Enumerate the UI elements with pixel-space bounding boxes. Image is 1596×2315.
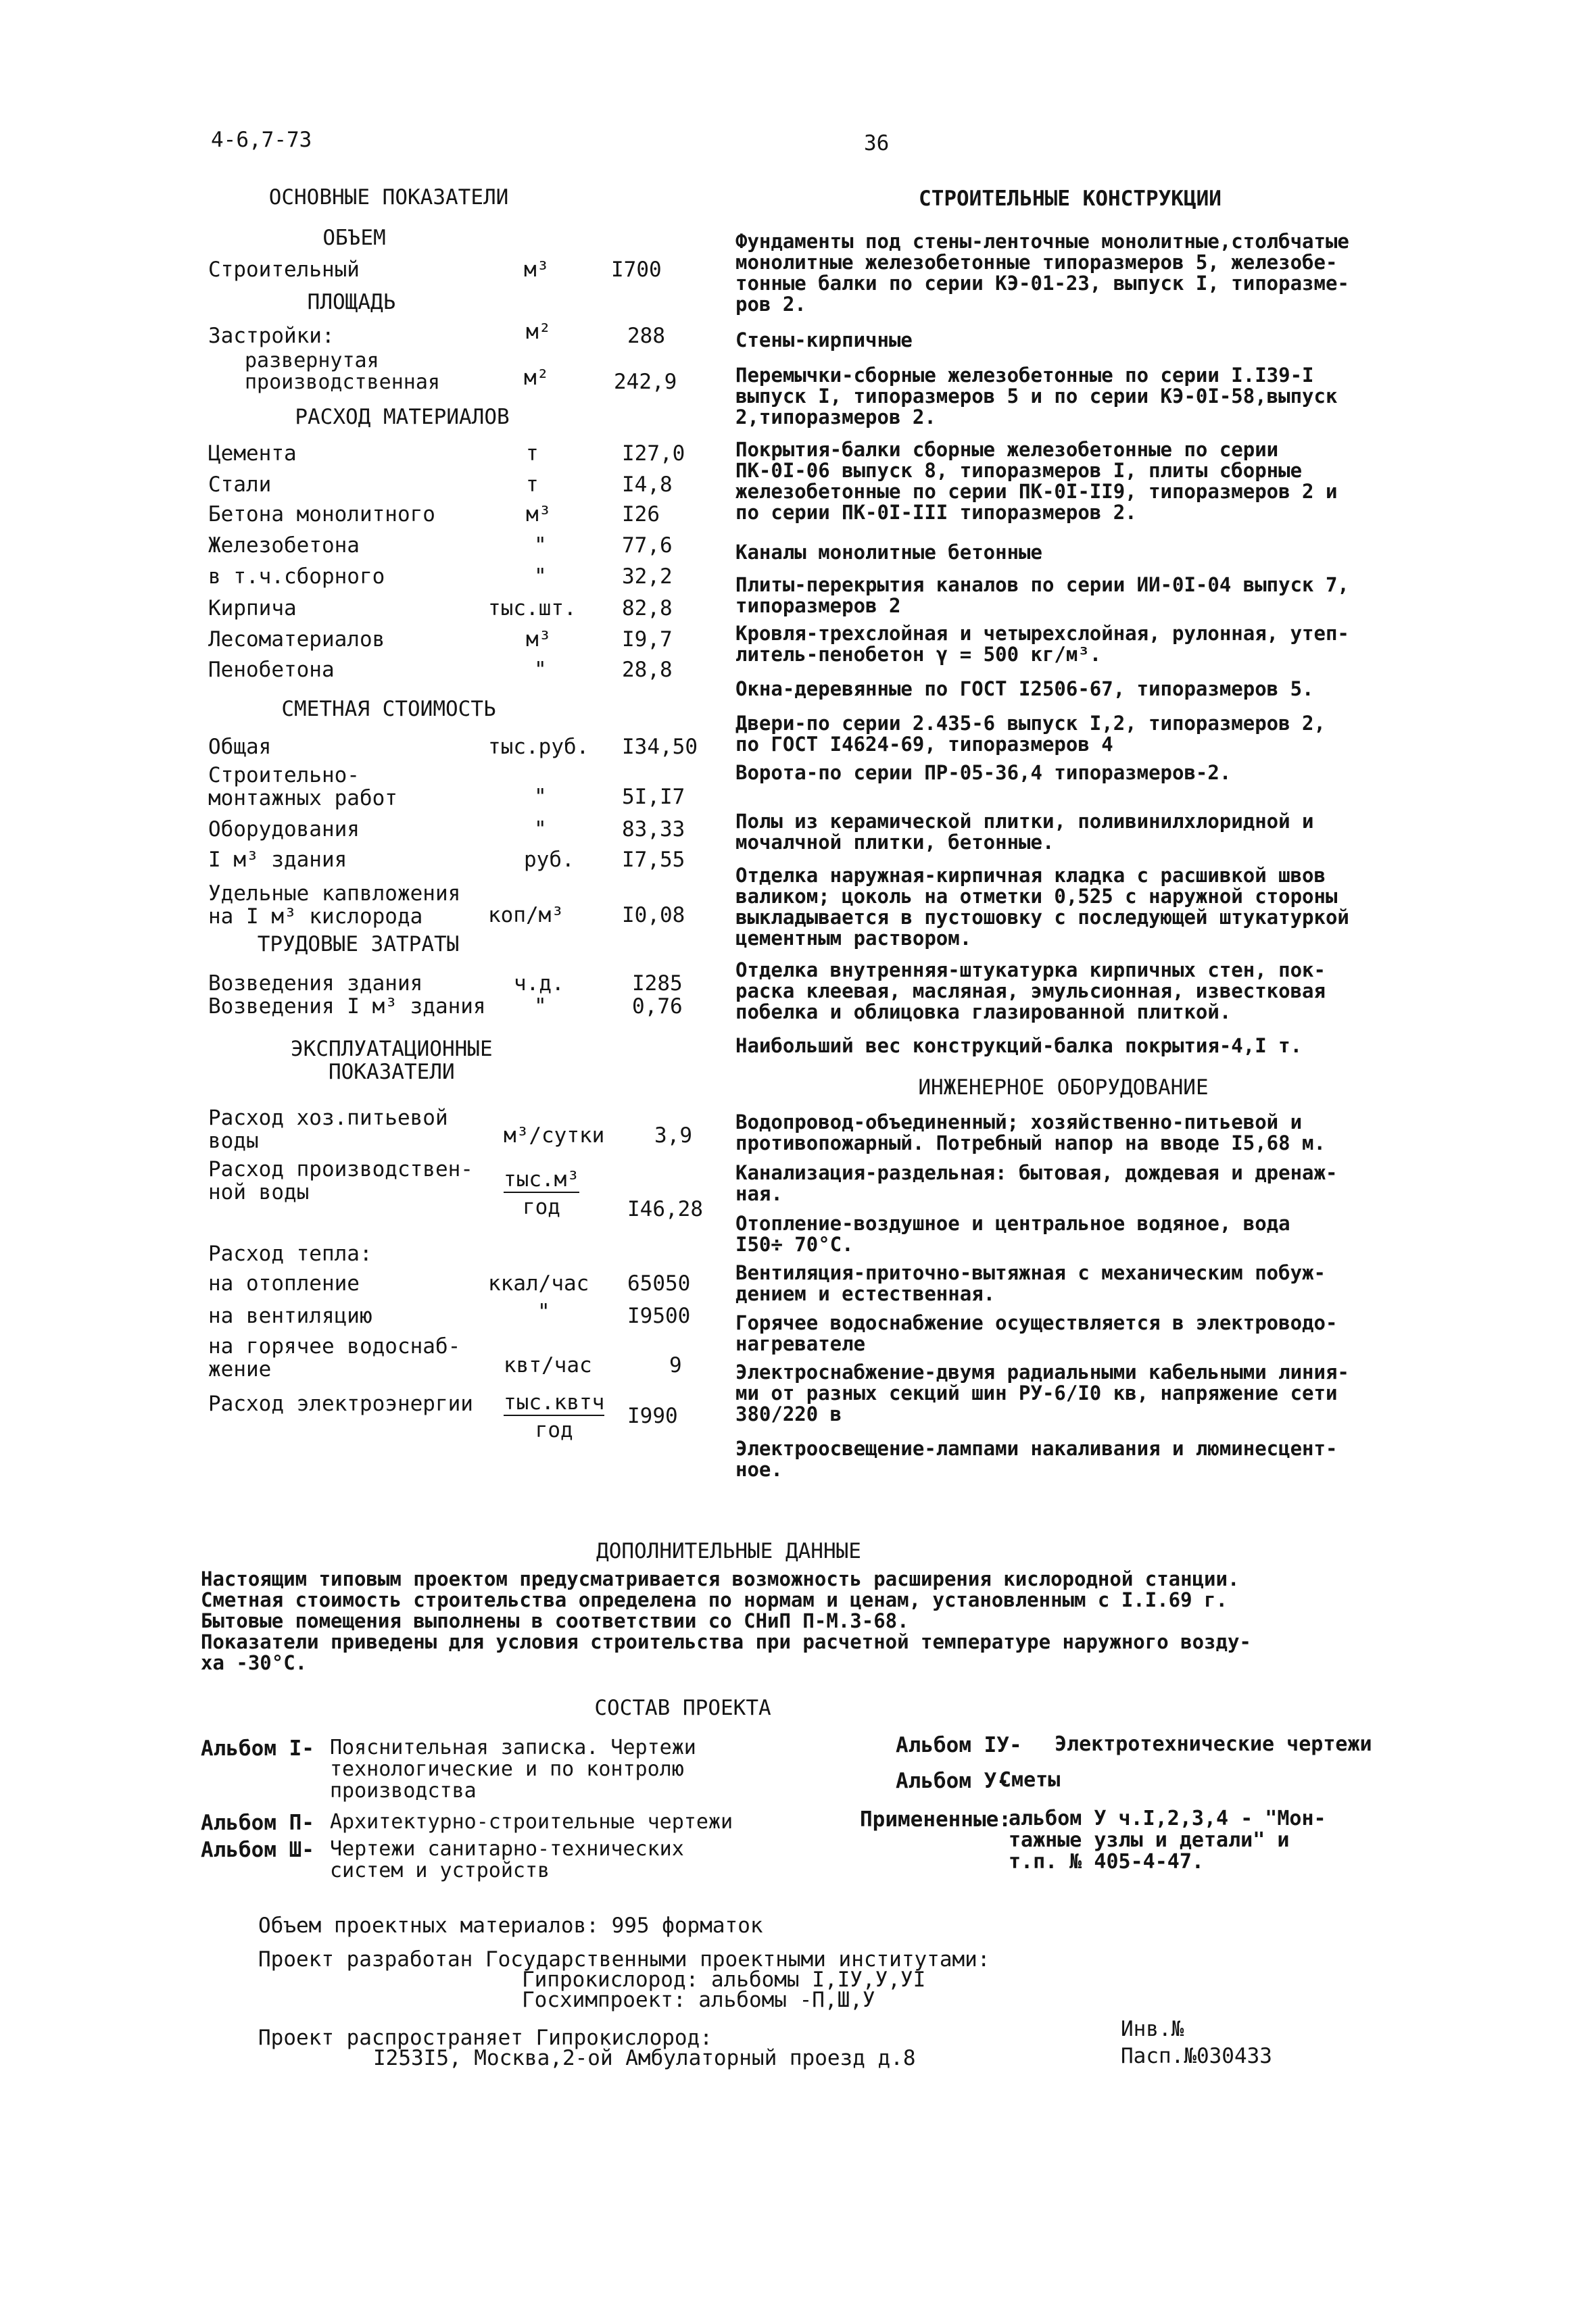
construction-item: Отделка внутренняя-штукатурка кирпичных стен, пок- раска клеевая, масляная, эмульсионная, известковая побелка и облицовка глазированной плиткой. — [735, 958, 1326, 1023]
production-water-value: I46,28 — [627, 1197, 703, 1221]
developed-by-line2: Гипрокислород: альбомы I,IУ,У,УI — [522, 1968, 926, 1992]
hot-water-value: 9 — [669, 1353, 682, 1378]
labor-unit: ч.д. — [514, 971, 564, 996]
heating-value: 65050 — [627, 1271, 691, 1296]
cost-label: Оборудования — [208, 817, 360, 842]
engineering-item: Водопровод-объединенный; хозяйственно-питьевой и противопожарный. Потребный напор на вводе I5,68 м. — [735, 1111, 1326, 1154]
cost-value: I34,50 — [622, 735, 698, 759]
composition-title: СОСТАВ ПРОЕКТА — [594, 1696, 771, 1720]
ventilation-label: на вентиляцию — [208, 1304, 372, 1328]
labor-label: Возведения I м³ здания — [208, 994, 486, 1019]
passport-number: Пасп.№030433 — [1121, 2044, 1272, 2068]
engineering-item: Вентиляция-приточно-вытяжная с механическим побуж- дением и естественная. — [735, 1261, 1326, 1305]
material-label: Железобетона — [208, 533, 360, 558]
construction-item: Двери-по серии 2.435-6 выпуск I,2, типоразмеров 2, по ГОСТ I4624-69, типоразмеров 4 — [735, 712, 1326, 756]
drinking-water-value: 3,9 — [654, 1123, 692, 1148]
album-label: Альбом П- — [201, 1811, 314, 1835]
distributed-by-line2: I253I5, Москва,2-ой Амбулаторный проезд д.8 — [373, 2046, 916, 2070]
album-description: Электротехнические чертежи — [1055, 1732, 1372, 1756]
construction-item: Покрытия-балки сборные железобетонные по серии ПК-0I-06 выпуск 8, типоразмеров I, плиты сборные железобетонные по серии ПК-0I-II9, типоразмеров 2 и по серии ПК-0I-III типоразмеров 2. — [735, 438, 1338, 524]
material-unit: м³ — [526, 627, 552, 652]
page-number: 36 — [864, 131, 890, 155]
construction-item: Стены-кирпичные — [735, 328, 913, 351]
power-value: I990 — [627, 1404, 678, 1428]
production-water-unit — [504, 1168, 579, 1219]
built-area-unit: м² — [526, 320, 552, 344]
ventilation-unit: " — [537, 1300, 550, 1324]
construction-item: Плиты-перекрытия каналов по серии ИИ-0I-04 выпуск 7, типоразмеров 2 — [735, 573, 1349, 617]
material-unit: м³ — [526, 502, 552, 527]
labor-value: 0,76 — [632, 994, 683, 1019]
document-code: 4-6,7-73 — [211, 128, 312, 152]
inventory-number: Инв.№ — [1121, 2017, 1184, 2041]
materials-heading: РАСХОД МАТЕРИАЛОВ — [295, 405, 510, 429]
additional-text: Настоящим типовым проектом предусматривается возможность расширения кислородной станции. Сметная стоимость строительства определена по нормам и ценам, установленным с I.I.69 г. Бытовые помещения выполнены в соответствии со СНиП П-М.3-68. Показатели приведены для условия строительства при расчетной температуре наружного возду- ха -30°С. — [201, 1567, 1251, 1674]
power-label: Расход электроэнергии — [208, 1392, 473, 1416]
ventilation-value: I9500 — [627, 1304, 691, 1328]
album-description: Чертежи санитарно-технических систем и устройств — [330, 1837, 684, 1882]
material-unit: " — [534, 658, 547, 682]
construction-item: Окна-деревянные по ГОСТ I2506-67, типоразмеров 5. — [735, 677, 1314, 700]
operation-heading: ЭКСПЛУАТАЦИОННЫЕ ПОКАЗАТЕЛИ — [291, 1037, 493, 1084]
drinking-water-label: Расход хоз.питьевой воды — [208, 1106, 448, 1153]
cost-label: Удельные капвложения на I м³ кислорода — [208, 881, 461, 929]
area-heading: ПЛОЩАДЬ — [307, 290, 396, 314]
power-unit-numerator: тыс.квтч — [504, 1390, 605, 1415]
material-label: Кирпича — [208, 596, 297, 620]
material-unit: " — [534, 564, 547, 589]
built-area-value: 288 — [627, 324, 665, 348]
album-description: Архитектурно-строительные чертежи — [330, 1810, 733, 1834]
material-label: Цемента — [208, 441, 297, 466]
material-value: 32,2 — [622, 564, 673, 589]
cost-value: I7,55 — [622, 848, 685, 872]
album-label: Альбом У- — [896, 1769, 1009, 1793]
labor-unit: " — [534, 994, 547, 1019]
heating-unit: ккал/час — [488, 1271, 589, 1296]
cost-unit: " — [534, 817, 547, 842]
volume-of-materials: Объем проектных материалов: 995 форматок — [258, 1914, 763, 1938]
material-unit: тыс.шт. — [488, 596, 577, 620]
cost-value: 5I,I7 — [622, 785, 685, 809]
engineering-item: Горячее водоснабжение осуществляется в электроводо- нагревателе — [735, 1311, 1338, 1355]
distributed-by-line1: Проект распространяет Гипрокислород: — [258, 2026, 712, 2050]
album-description: Сметы — [999, 1768, 1061, 1792]
construction-item: Фундаменты под стены-ленточные монолитные,столбчатые монолитные железобетонные типоразмеров 5, железобе- тонные балки по серии КЭ-01-23, выпуск I, типоразме- ров 2. — [735, 230, 1349, 316]
cost-unit: коп/м³ — [488, 903, 564, 927]
material-value: 77,6 — [622, 533, 673, 558]
main-indicators-title: ОСНОВНЫЕ ПОКАЗАТЕЛИ — [268, 185, 509, 210]
material-value: 28,8 — [622, 658, 673, 682]
album-label: Альбом I- — [201, 1736, 314, 1761]
material-label: в т.ч.сборного — [208, 564, 385, 589]
material-label: Бетона монолитного — [208, 502, 435, 527]
additional-title: ДОПОЛНИТЕЛЬНЫЕ ДАННЫЕ — [596, 1539, 861, 1563]
cost-label: I м³ здания — [208, 848, 347, 872]
hot-water-label: на горячее водоснаб- жение — [208, 1334, 461, 1382]
volume-value: I700 — [611, 258, 662, 282]
construction-item: Каналы монолитные бетонные — [735, 541, 1042, 564]
hot-water-unit: квт/час — [504, 1353, 592, 1378]
constructions-title: СТРОИТЕЛЬНЫЕ КОНСТРУКЦИИ — [919, 187, 1222, 211]
construction-item: Перемычки-сборные железобетонные по серии I.I39-I выпуск I, типоразмеров 5 и по серии КЭ-0I-58,выпуск 2,типоразмеров 2. — [735, 364, 1338, 429]
material-value: I26 — [622, 502, 660, 527]
cost-label: Строительно- монтажных работ — [208, 763, 397, 810]
material-label: Пенобетона — [208, 658, 335, 682]
engineering-item: Электроснабжение-двумя радиальными кабельными линия- ми от разных секций шин РУ-6/I0 кв, напряжение сети 380/220 в — [735, 1361, 1349, 1425]
album-description: Пояснительная записка. Чертежи технологические и по контролю производства — [330, 1736, 696, 1803]
labor-heading: ТРУДОВЫЕ ЗАТРАТЫ — [257, 932, 460, 956]
production-area-label: развернутая производственная — [245, 349, 440, 394]
production-water-unit-denominator: год — [522, 1195, 560, 1219]
built-area-label: Застройки: — [208, 324, 335, 348]
construction-item: Наибольший вес конструкций-балка покрытия-4,I т. — [735, 1034, 1303, 1057]
volume-unit: м³ — [524, 258, 550, 282]
construction-item: Полы из керамической плитки, поливинилхлоридной и мочалчной плитки, бетонные. — [735, 810, 1314, 854]
material-unit: т — [526, 441, 539, 466]
volume-label: Строительный — [208, 258, 360, 282]
cost-value: 83,33 — [622, 817, 685, 842]
material-value: I27,0 — [622, 441, 685, 466]
album-label: Альбом Ш- — [201, 1838, 314, 1862]
heating-label: на отопление — [208, 1271, 360, 1296]
labor-value: I285 — [632, 971, 683, 996]
cost-value: I0,08 — [622, 903, 685, 927]
cost-unit: тыс.руб. — [488, 735, 589, 759]
production-water-unit-numerator: тыс.м³ — [504, 1167, 579, 1192]
cost-label: Общая — [208, 735, 272, 759]
material-unit: " — [534, 533, 547, 558]
material-label: Лесоматериалов — [208, 627, 385, 652]
album-description: альбом У ч.I,2,3,4 - "Мон- тажные узлы и детали" и т.п. № 405-4-47. — [1009, 1807, 1326, 1874]
developed-by-line1: Проект разработан Государственными проектными институтами: — [258, 1947, 990, 1972]
material-unit: т — [526, 472, 539, 497]
construction-item: Ворота-по серии ПР-05-36,4 типоразмеров-2. — [735, 761, 1232, 784]
engineering-title: ИНЖЕНЕРНОЕ ОБОРУДОВАНИЕ — [918, 1075, 1209, 1100]
album-label: Примененные: — [860, 1807, 1011, 1832]
power-unit-denominator: год — [535, 1418, 573, 1442]
drinking-water-unit: м³/сутки — [504, 1123, 605, 1148]
engineering-item: Электроосвещение-лампами накаливания и люминесцент- ное. — [735, 1437, 1338, 1481]
production-water-label: Расход производствен- ной воды — [208, 1157, 473, 1204]
construction-item: Отделка наружная-кирпичная кладка с расшивкой швов валиком; цоколь на отметки 0,525 с наружной стороны выкладывается в пустошовку с последующей штукатуркой цементным раствором. — [735, 864, 1349, 950]
cost-unit: " — [534, 785, 547, 809]
material-label: Стали — [208, 472, 272, 497]
material-value: 82,8 — [622, 596, 673, 620]
material-value: I9,7 — [622, 627, 673, 652]
construction-item: Кровля-трехслойная и четырехслойная, рулонная, утеп- литель-пенобетон γ = 500 кг/м³. — [735, 622, 1349, 666]
production-area-value: 242,9 — [614, 370, 677, 394]
cost-unit: руб. — [524, 848, 575, 872]
developed-by-line3: Госхимпроект: альбомы -П,Ш,У — [522, 1988, 875, 2012]
labor-label: Возведения здания — [208, 971, 423, 996]
engineering-item: Канализация-раздельная: бытовая, дождевая и дренаж- ная. — [735, 1161, 1338, 1205]
heat-label: Расход тепла: — [208, 1242, 372, 1266]
material-value: I4,8 — [622, 472, 673, 497]
album-label: Альбом IУ- — [896, 1733, 1022, 1757]
volume-heading: ОБЪЕМ — [322, 226, 386, 250]
engineering-item: Отопление-воздушное и центральное водяное, вода I50÷ 70°С. — [735, 1212, 1290, 1256]
cost-heading: СМЕТНАЯ СТОИМОСТЬ — [281, 697, 496, 721]
production-area-unit: м² — [524, 366, 550, 390]
power-unit — [504, 1391, 604, 1442]
